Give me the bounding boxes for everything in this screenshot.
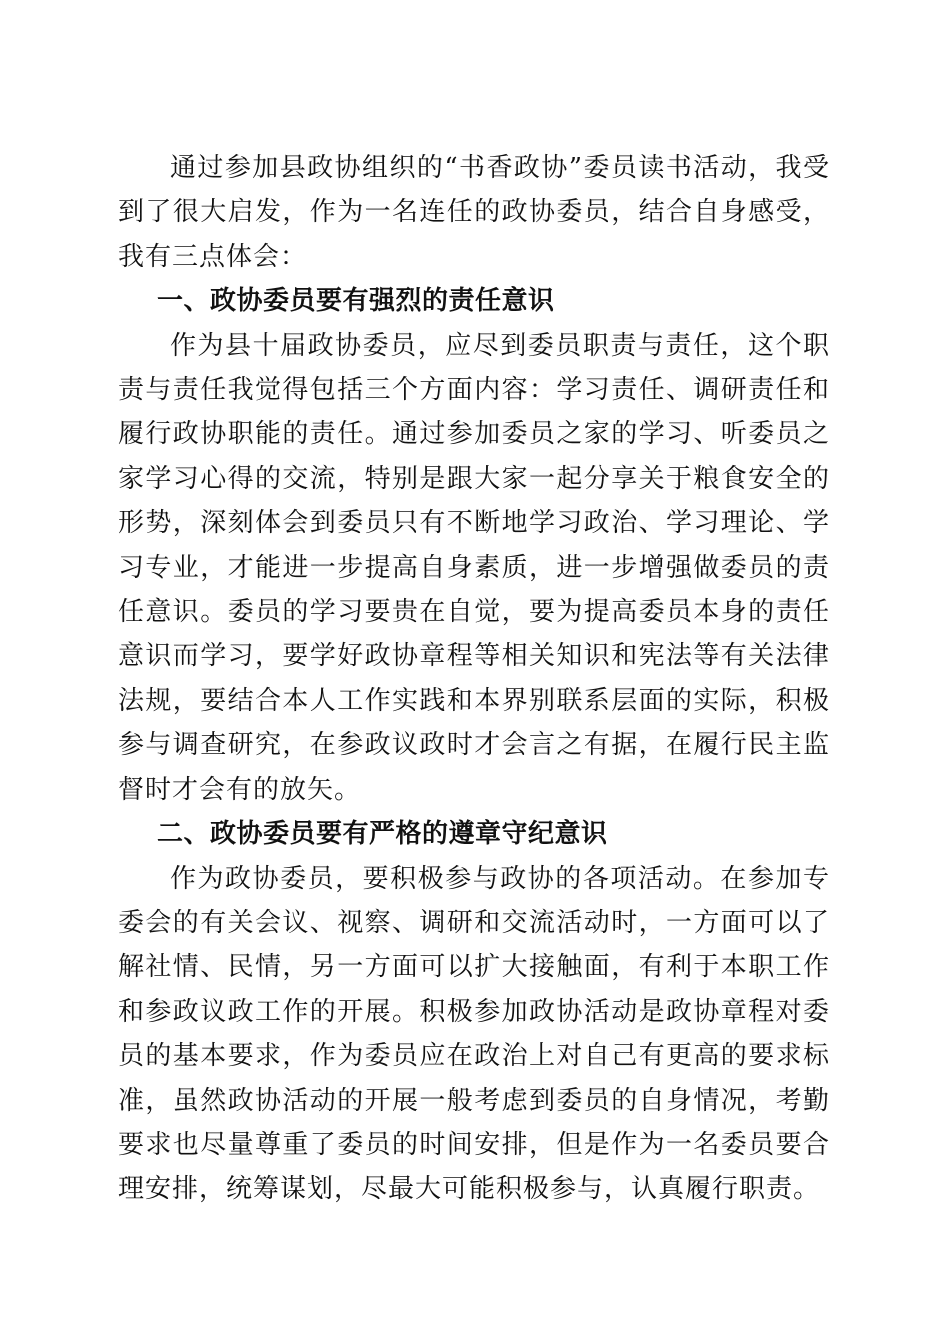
intro-paragraph: 通过参加县政协组织的“书香政协”委员读书活动，我受到了很大启发，作为一名连任的政协委员，结合自身感受，我有三点体会： — [118, 153, 830, 272]
document-body — [118, 146, 830, 1212]
section-1-heading: 一、政协委员要有强烈的责任意识 — [157, 286, 555, 317]
section-1-paragraph: 作为县十届政协委员，应尽到委员职责与责任，这个职责与责任我觉得包括三个方面内容：学习责任、调研责任和履行政协职能的责任。通过参加委员之家的学习、听委员之家学习心得的交流，特别是跟大家一起分享关于粮食安全的形势，深刻体会到委员只有不断地学习政治、学习理论、学习专业，才能进一步提高自身素质，进一步增强做委员的责任意识。委员的学习要贵在自觉，要为提高委员本身的责任意识而学习，要学好政协章程等相关知识和宪法等有关法律法规，要结合本人工作实践和本界别联系层面的实际，积极参与调查研究，在参政议政时才会言之有据，在履行民主监督时才会有的放矢。 — [118, 330, 830, 805]
section-2-heading: 二、政协委员要有严格的遵章守纪意识 — [157, 819, 608, 850]
section-2-paragraph: 作为政协委员，要积极参与政协的各项活动。在参加专委会的有关会议、视察、调研和交流活动时，一方面可以了解社情、民情，另一方面可以扩大接触面，有利于本职工作和参政议政工作的开展。积极参加政协活动是政协章程对委员的基本要求，作为委员应在政治上对自己有更高的要求标准，虽然政协活动的开展一般考虑到委员的自身情况，考勤要求也尽量尊重了委员的时间安排，但是作为一名委员要合理安排，统筹谋划，尽最大可能积极参与，认真履行职责。 — [118, 863, 830, 1205]
